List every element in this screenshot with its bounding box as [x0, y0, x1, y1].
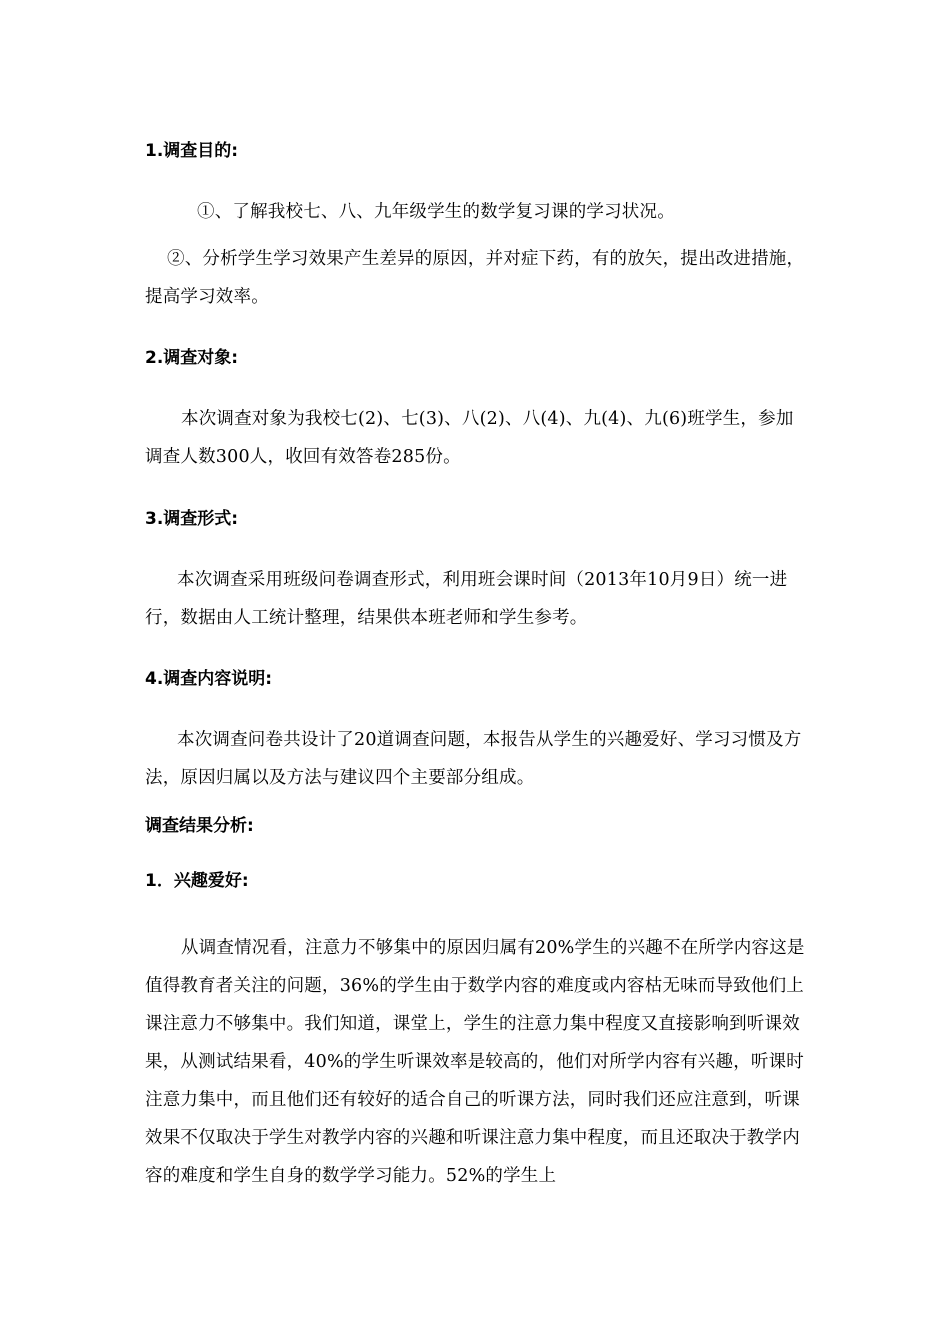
section-heading-content: 4.调查内容说明: — [145, 669, 273, 689]
analysis-heading: 调查结果分析: — [145, 816, 254, 836]
section-heading-subjects: 2.调查对象: — [145, 348, 239, 368]
purpose-item-2: ②、分析学生学习效果产生差异的原因，并对症下药，有的放矢，提出改进措施，提高学习效率。 — [145, 249, 805, 307]
subjects-paragraph: 本次调查对象为我校七(2)、七(3)、八(2)、八(4)、九(4)、九(6)班学生，参加调查人数300人，收回有效答卷285份。 — [145, 409, 794, 467]
purpose-item-1: ①、了解我校七、八、九年级学生的数学复习课的学习状况。 — [197, 202, 675, 222]
subsection-heading-interest: 1．兴趣爱好: — [145, 871, 249, 891]
form-paragraph: 本次调查采用班级问卷调查形式，利用班会课时间（2013年10月9日）统一进行，数据由人工统计整理，结果供本班老师和学生参考。 — [145, 570, 788, 628]
content-paragraph: 本次调查问卷共设计了20道调查问题，本报告从学生的兴趣爱好、学习习惯及方法，原因归属以及方法与建议四个主要部分组成。 — [145, 730, 802, 788]
section-heading-form: 3.调查形式: — [145, 509, 239, 529]
interest-paragraph: 从调查情况看，注意力不够集中的原因归属有20%学生的兴趣不在所学内容这是值得教育者关注的问题，36%的学生由于数学内容的难度或内容枯无味而导致他们上课注意力不够集中。我们知道，课堂上，学生的注意力集中程度又直接影响到听课效果，从测试结果看，40%的学生听课效率是较高的，他们对所学内容有兴趣，听课时注意力集中，而且他们还有较好的适合自己的听课方法，同时我们还应注意到，听课效果不仅取决于学生对教学内容的兴趣和听课注意力集中程度，而且还取决于教学内容的难度和学生自身的数学学习能力。52%的学生上 — [145, 938, 805, 1186]
section-heading-purpose: 1.调查目的: — [145, 141, 239, 161]
